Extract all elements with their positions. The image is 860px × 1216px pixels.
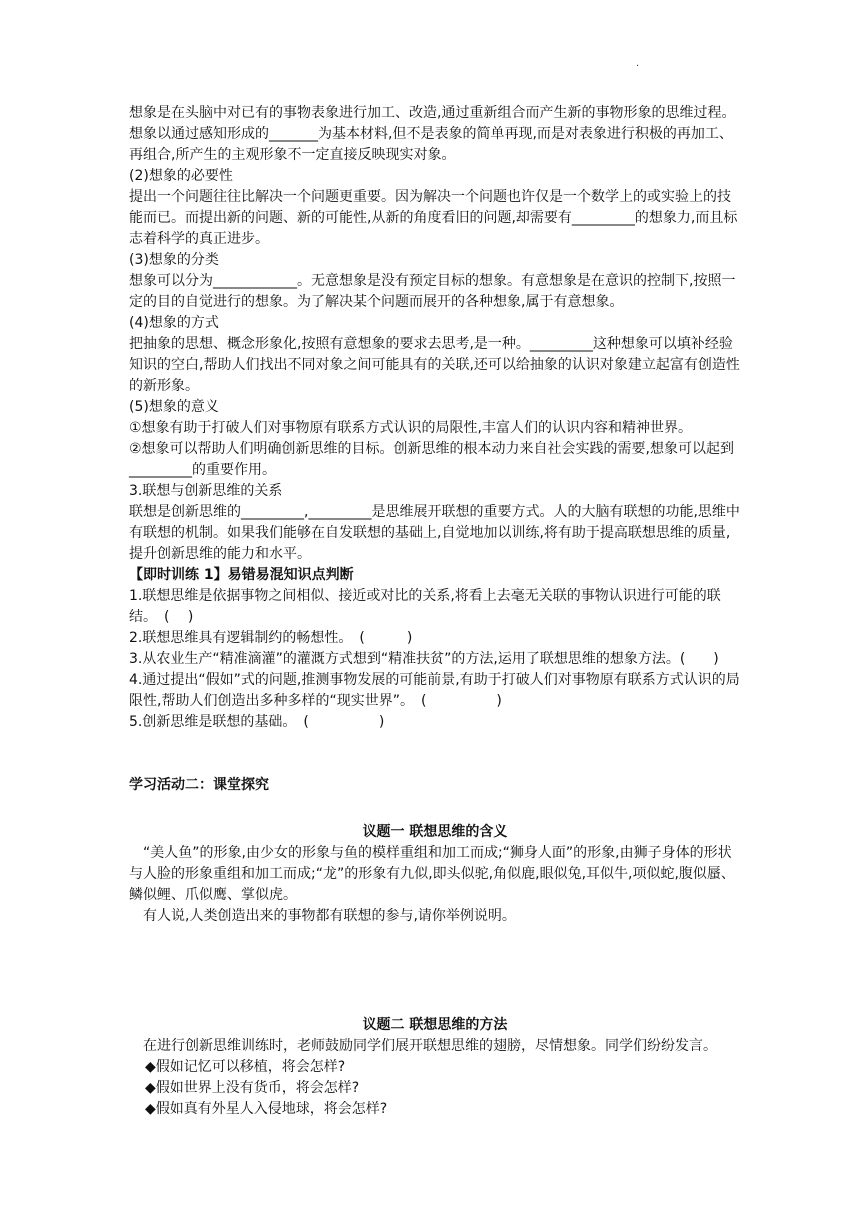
heading-association-relation: 3.联想与创新思维的关系 xyxy=(129,483,283,499)
topic1-question: 有人说,人类创造出来的事物都有联想的参与,请你举例说明。 xyxy=(143,908,516,924)
training-item: 3.从农业生产“精准滴灌”的灌溉方式想到“精准扶贫”的方法,运用了联想思维的想象方法。( ) xyxy=(129,651,719,667)
topic2-paragraph: 在进行创新思维训练时，老师鼓励同学们展开联想思维的翅膀，尽情想象。同学们纷纷发言。 xyxy=(143,1038,717,1054)
heading-imagination-significance: (5)想象的意义 xyxy=(129,399,219,415)
topic2-bullet: ◆假如记忆可以移植，将会怎样? xyxy=(145,1059,346,1075)
paragraph-imagination-classification: 想象可以分为____________。无意想象是没有预定目标的想象。有意想象是在意识的控制下,按照一定的目的自觉进行的想象。为了解决某个问题而展开的各种想象,属于有意想象。 xyxy=(129,273,736,310)
training-item: 4.通过提出“假如”式的问题,推测事物发展的可能前景,有助于打破人们对事物原有联系方式认识的局限性,帮助人们创造出多种多样的“现实世界”。 ( ) xyxy=(129,672,740,709)
document-body xyxy=(129,103,741,1120)
topic2-title: 议题二 联想思维的方法 xyxy=(362,1017,508,1033)
topic2-bullet: ◆假如世界上没有货币，将会怎样? xyxy=(145,1080,360,1096)
heading-imagination-method: (4)想象的方式 xyxy=(129,315,219,331)
training-title: 【即时训练 1】易错易混知识点判断 xyxy=(129,567,354,583)
training-item: 1.联想思维是依据事物之间相似、接近或对比的关系,将看上去毫无关联的事物认识进行可能的联结。 ( ) xyxy=(129,588,721,625)
topic2-bullet: ◆假如真有外星人入侵地球，将会怎样? xyxy=(145,1101,388,1117)
training-item: 2.联想思维具有逻辑制约的畅想性。 ( ) xyxy=(129,630,413,646)
paragraph-significance-1: ①想象有助于打破人们对事物原有联系方式认识的局限性,丰富人们的认识内容和精神世界。 xyxy=(129,420,692,436)
paragraph-imagination-method: 把抽象的思想、概念形象化,按照有意想象的要求去思考,是一种。_________这种想象可以填补经验知识的空白,帮助人们找出不同对象之间可能具有的关联,还可以给抽象的认识对象建立起富有创造性的新形象。 xyxy=(129,336,740,394)
training-item: 5.创新思维是联想的基础。 ( ) xyxy=(129,714,385,730)
heading-imagination-classification: (3)想象的分类 xyxy=(129,252,219,268)
topic1-title: 议题一 联想思维的含义 xyxy=(362,824,508,840)
topic1-paragraph: “美人鱼”的形象,由少女的形象与鱼的模样重组和加工而成;“狮身人面”的形象,由狮子身体的形状与人脸的形象重组和加工而成;“龙”的形象有九似,即头似驼,角似鹿,眼似兔,耳似牛,项似蛇,腹似蜃、鳞似鲤、爪似鹰、掌似虎。 xyxy=(129,845,735,903)
paragraph-association-relation: 联想是创新思维的_________,_________是思维展开联想的重要方式。人的大脑有联想的功能,思维中有联想的机制。如果我们能够在自发联想的基础上,自觉地加以训练,将有助于提高联想思维的质量,提升创新思维的能力和水平。 xyxy=(129,504,740,562)
heading-imagination-necessity: (2)想象的必要性 xyxy=(129,168,233,184)
header-dot: . xyxy=(636,58,640,69)
paragraph-imagination-definition: 想象是在头脑中对已有的事物表象进行加工、改造,通过重新组合而产生新的事物形象的思维过程。想象以通过感知形成的_______为基本材料,但不是表象的简单再现,而是对表象进行积极的再加工、再组合,所产生的主观形象不一定直接反映现实对象。 xyxy=(129,105,736,163)
activity-title: 学习活动二：课堂探究 xyxy=(129,777,269,793)
paragraph-imagination-necessity: 提出一个问题往往比解决一个问题更重要。因为解决一个问题也许仅是一个数学上的或实验上的技能而已。而提出新的问题、新的可能性,从新的角度看旧的问题,却需要有_________的想象力,而且标志着科学的真正进步。 xyxy=(129,189,738,247)
paragraph-significance-2: ②想象可以帮助人们明确创新思维的目标。创新思维的根本动力来自社会实践的需要,想象可以起到_________的重要作用。 xyxy=(129,441,734,478)
